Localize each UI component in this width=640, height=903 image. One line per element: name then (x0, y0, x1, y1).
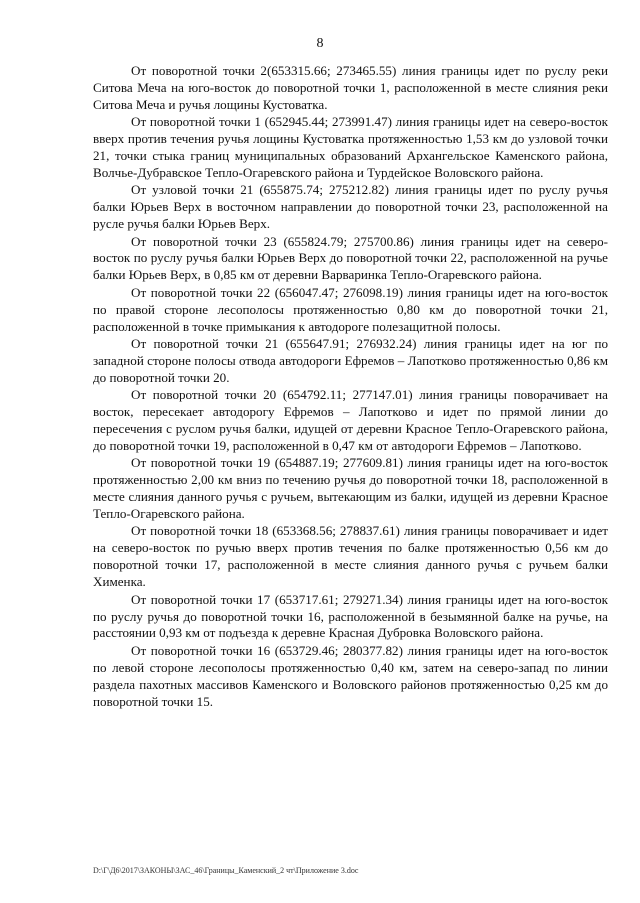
paragraph: От поворотной точки 1 (652945.44; 273991.47) линия границы идет на северо-восток вверх против течения ручья лощины Кустоватка протяженностью 1,53 км до узловой точки 21, точки стыка границ муниципальных образований Архангельское Каменского района, Волчье-Дубравское Тепло-Огаревского района и Турдейское Воловского района. (93, 114, 608, 180)
paragraph: От поворотной точки 21 (655647.91; 276932.24) линия границы идет на юг по западной стороне полосы отвода автодороги Ефремов – Лапотково протяженностью 0,86 км до поворотной точки 20. (93, 336, 608, 385)
paragraph: От поворотной точки 19 (654887.19; 277609.81) линия границы идет на юго-восток протяженностью 2,00 км вниз по течению ручья до поворотной точки 18, расположенной в месте слияния данного ручья с ручьем, вытекающим из балки, идущей из деревни Красное Тепло-Огаревского района. (93, 455, 608, 522)
paragraph: От поворотной точки 18 (653368.56; 278837.61) линия границы поворачивает и идет на северо-восток по ручью вверх против течения по балке протяженностью 0,56 км до поворотной точки 17, расположенной в месте слияния данного ручья с ручьем балки Хименка. (93, 523, 608, 590)
paragraph: От узловой точки 21 (655875.74; 275212.82) линия границы идет по руслу ручья балки Юрьев Верх в восточном направлении до поворотной точки 23, расположенной на русле ручья балки Юрьев Верх. (93, 182, 608, 232)
page-number: 8 (316, 36, 324, 51)
paragraph: От поворотной точки 2(653315.66; 273465.55) линия границы идет по руслу реки Ситова Меча на юго-восток до поворотной точки 1, расположенной в месте слияния реки Ситова Меча и ручья лощины Кустоватка. (93, 63, 608, 112)
paragraph: От поворотной точки 22 (656047.47; 276098.19) линия границы идет на юго-восток по правой стороне лесополосы протяженностью 0,80 км до поворотной точки 21, расположенной в точке примыкания к автодороге полезащитной полосы. (93, 284, 608, 334)
paragraph: От поворотной точки 23 (655824.79; 275700.86) линия границы идет на северо-восток по руслу ручья балки Юрьев Верх до поворотной точки 22, расположенной на ручье балки Юрьев Верх, в 0,85 км от деревни Варваринка Тепло-Огаревского района. (93, 233, 608, 283)
paragraph: От поворотной точки 16 (653729.46; 280377.82) линия границы идет на юго-восток по левой стороне лесополосы протяженностью 0,40 км, затем на северо-запад по линии раздела пахотных массивов Каменского и Воловского районов протяженностью 0,25 км до поворотной точки 15. (93, 642, 608, 709)
paragraph: От поворотной точки 17 (653717.61; 279271.34) линия границы идет на юго-восток по руслу ручья до поворотной точки 16, расположенной в безымянной балке на ручье, на расстоянии 0,93 км от подъезда к деревне Красная Дубровка Воловского района. (93, 591, 608, 641)
paragraph: От поворотной точки 20 (654792.11; 277147.01) линия границы поворачивает на восток, пересекает автодорогу Ефремов – Лапотково и идет по прямой линии до пересечения с руслом ручья балки, идущей от деревни Красное Тепло-Огаревского района, до поворотной точки 19, расположенной в 0,47 км от автодороги Ефремов – Лапотково. (93, 387, 608, 453)
footer-file-path: D:\Г\Д6\2017\ЗАКОНЫ\ЗАС_46\Границы_Каменский_2 чт\Приложение 3.doc (93, 866, 359, 875)
document-body (93, 63, 608, 711)
